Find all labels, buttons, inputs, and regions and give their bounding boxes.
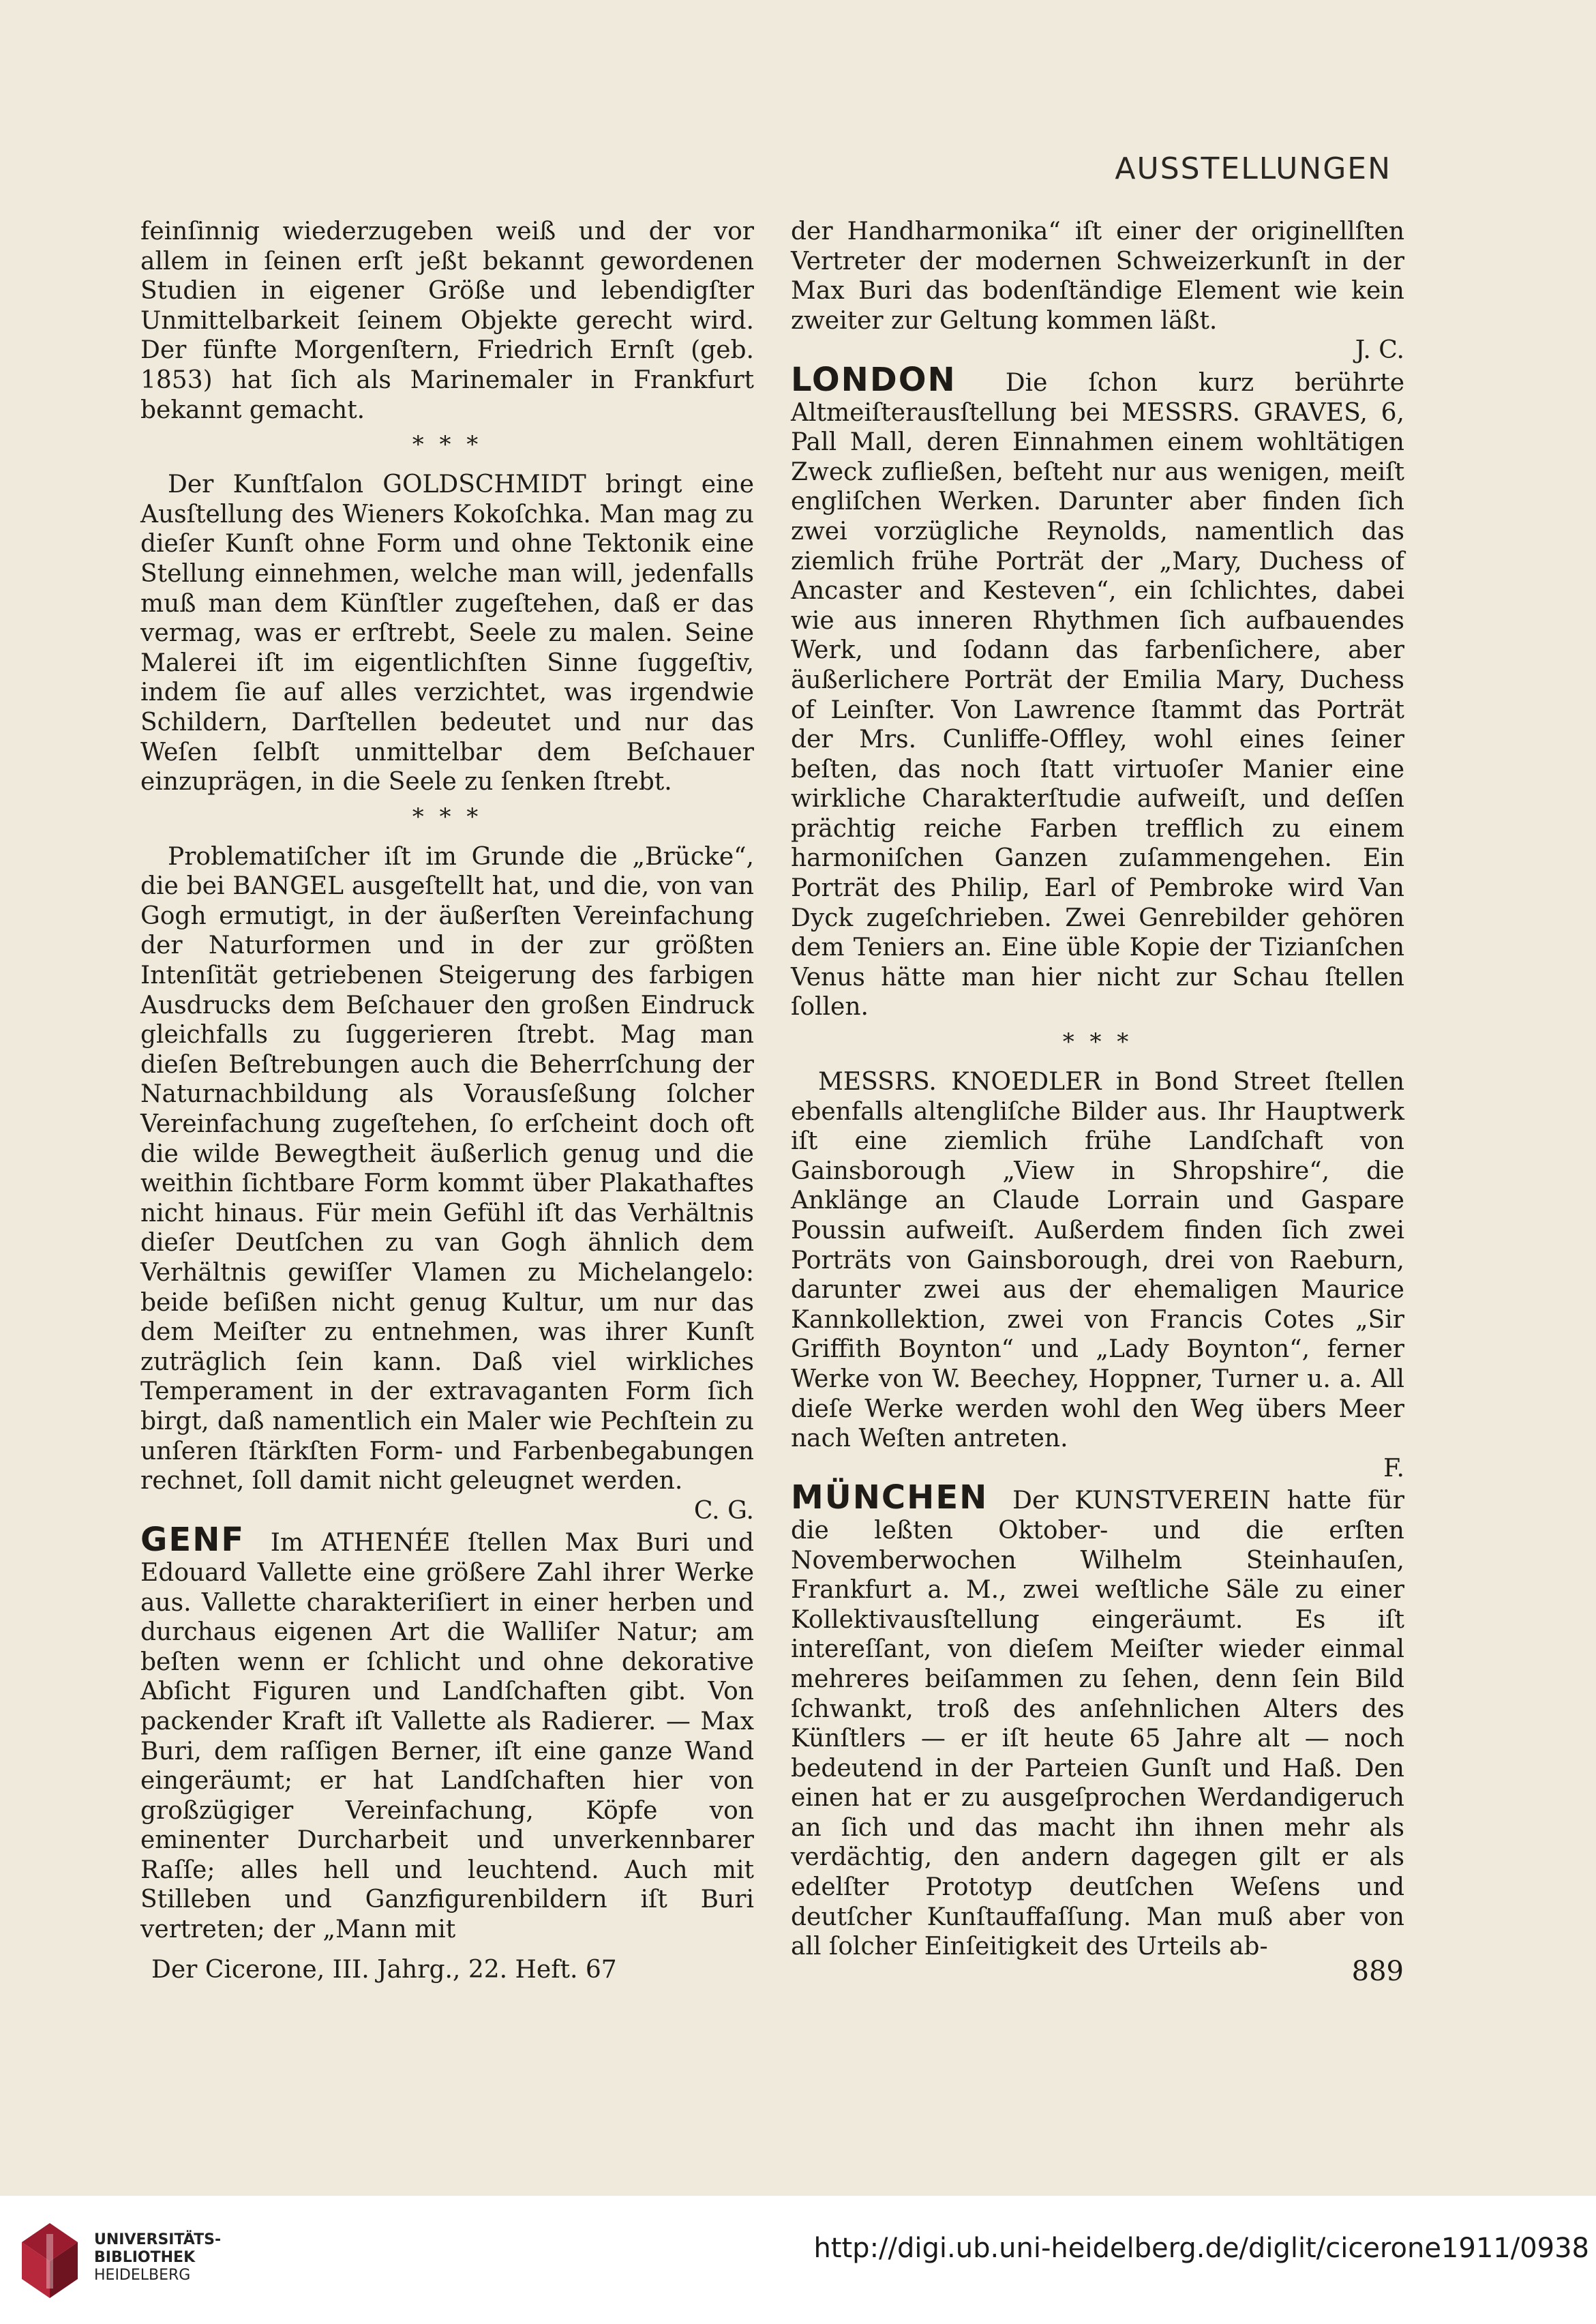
library-name-line: UNIVERSITÄTS- (94, 2231, 222, 2248)
paragraph-goldschmidt: Der Kunſtſalon GOLDSCHMIDT bringt eine Ausſtellung des Wieners Kokoſchka. Man mag zu dieſer Kunſt ohne Form und ohne Tektonik eine Stellung einnehmen, welche man will, jedenfalls muß man dem Künſtler zugeſtehen, daß er das vermag, was er erſtrebt, Seele zu malen. Seine Malerei iſt im eigentlichſten Sinne ſuggeſtiv, indem ſie auf alles verzichtet, was irgendwie Schildern, Darſtellen bedeutet und nur das Weſen ſelbſt unmittelbar dem Beſchauer einzuprägen, in die Seele zu ſenken ſtrebt. (140, 471, 754, 796)
section-london (791, 360, 1404, 1022)
library-name (94, 2231, 221, 2284)
section-text-london: Die ſchon kurz berührte Altmeiſterausſtellung bei MESSRS. GRAVES, 6, Pall Mall, deren Einnahmen einem wohltätigen Zweck zufließen, beſteht nur aus wenigen, meiſt engliſchen Werken. Darunter aber finden ſich zwei vorzügliche Reynolds, namentlich das ziemlich frühe Porträt der „Mary, Duchess of Ancaster and Kesteven“, ein ſchlichtes, dabei wie aus inneren Rhythmen ſich aufbauendes Werk, und ſodann das farbenſichere, aber äußerlichere Porträt der Emilia Mary, Duchess of Leinſter. Von Lawrence ſtammt das Porträt der Mrs. Cunliffe-Offley, wohl eines ſeiner beſten, das noch ſtatt virtuoſer Manier eine wirkliche Charakterſtudie aufweiſt, und deſſen prächtig reiche Farben trefflich zu einem harmoniſchen Ganzen zuſammengehen. Ein Porträt des Philip, Earl of Pembroke wird Van Dyck zugeſchrieben. Zwei Genrebilder gehören dem Teniers an. Eine üble Kopie der Tizianſchen Venus hätte man hier nicht zur Schau ſtellen ſollen. (791, 368, 1404, 1022)
library-name-line: BIBLIOTHEK (94, 2249, 196, 2266)
running-header: AUSSTELLUNGEN (1115, 151, 1391, 186)
author-signature: C. G. (693, 1496, 754, 1525)
library-footer-bar (0, 2196, 1596, 2324)
author-signature: F. (1383, 1454, 1404, 1483)
section-heading-genf: GENF (140, 1521, 245, 1560)
section-divider-stars: * * * (412, 431, 483, 459)
paragraph-knoedler: MESSRS. KNOEDLER in Bond Street ſtellen ebenfalls altengliſche Bilder aus. Ihr Hauptwerk iſt eine ziemlich frühe Landſchaft von Gainsborough „View in Shropshire“, die Anklänge an Claude Lorrain und Gaspare Poussin aufweiſt. Außerdem finden ſich zwei Porträts von Gainsborough, drei von Raeburn, darunter zwei aus der ehemaligen Maurice Kannkollektion, zwei von Francis Cotes „Sir Griffith Boynton“ und „Lady Boynton“, ferner Werke von W. Beechey, Hoppner, Turner u. a. All dieſe Werke werden wohl den Weg übers Meer nach Weſten antreten. (791, 1068, 1404, 1453)
section-heading-london: LONDON (791, 360, 957, 399)
paragraph: feinſinnig wiederzugeben weiß und der vor allem in ſeinen erſt jeßt bekannt gewordenen Studien in eigener Größe und lebendigſter Unmittelbarkeit ſeinem Objekte gerecht wird. Der fünfte Morgenſtern, Friedrich Ernſt (geb. 1853) hat ſich als Marinemaler in Frankfurt bekannt gemacht. (140, 218, 754, 424)
section-text-genf: Im ATHENÉE ſtellen Max Buri und Edouard Vallette eine größere Zahl ihrer Werke aus. Vallette charakteriſiert in einer herben und durchaus eigenen Art die Walliſer Natur; am beſten wenn er ſchlicht und ohne dekorative Abſicht Figuren und Landſchaften gibt. Von packender Kraft iſt Vallette als Radierer. — Max Buri, dem raſſigen Berner, iſt eine ganze Wand eingeräumt; er hat Landſchaften hier von großzügiger Vereinfachung, Köpfe von eminenter Durcharbeit und unverkennbarer Raſſe; alles hell und leuchtend. Auch mit Stilleben und Ganzfigurenbildern iſt Buri vertreten; der „Mann mit (140, 1529, 754, 1944)
library-name-line: HEIDELBERG (94, 2267, 191, 2284)
section-heading-muenchen: MÜNCHEN (791, 1478, 989, 1517)
section-divider-stars: * * * (1062, 1028, 1133, 1056)
author-signature: J. C. (1355, 336, 1404, 365)
left-column (140, 217, 754, 1945)
page-number: 889 (1351, 1956, 1404, 1987)
section-text-muenchen: Der KUNSTVEREIN hatte für die leßten Oktober- und die erſten Novemberwochen Wilhelm Steinhauſen, Frankfurt a. M., zwei weſtliche Säle zu einer Kollektivausſtellung eingeräumt. Es iſt intereſſant, von dieſem Meiſter wieder einmal mehreres beiſammen zu ſehen, denn ſein Bild ſchwankt, troß des anſehnlichen Alters des Künſtlers — er iſt heute 65 Jahre alt — noch bedeutend in der Parteien Gunſt und Haß. Den einen hat er zu ausgeſprochen Werdandigeruch an ſich und das macht ihn ihnen mehr als verdächtig, den andern dagegen gilt er als edelſter Prototyp deutſchen Weſens und deutſcher Kunſtauffaſſung. Man muß aber von all ſolcher Einſeitigkeit des Urteils ab- (791, 1487, 1404, 1961)
section-muenchen (791, 1478, 1404, 1962)
section-divider-stars: * * * (412, 803, 483, 831)
paragraph: der Handharmonika“ iſt einer der originellſten Vertreter der modernen Schweizerkunſt in der Max Buri das bodenſtändige Element wie kein zweiter zur Geltung kommen läßt. (791, 218, 1404, 335)
permalink-url[interactable]: http://digi.ub.uni-heidelberg.de/diglit/cicerone1911/0938 (813, 2233, 1589, 2264)
footer-journal-info: Der Cicerone, III. Jahrg., 22. Heft. 67 (151, 1956, 617, 1984)
library-logo-icon (19, 2220, 80, 2301)
section-genf (140, 1521, 754, 1944)
paragraph-bangel: Problematiſcher iſt im Grunde die „Brücke“, die bei BANGEL ausgeſtellt hat, und die, von van Gogh ermutigt, in der äußerſten Vereinfachung der Naturformen und in der zur größten Intenſität getriebenen Steigerung des farbigen Ausdrucks dem Beſchauer den großen Eindruck gleichfalls zu ſuggerieren ſtrebt. Mag man dieſen Beſtrebungen auch die Beherrſchung der Naturnachbildung als Vorausſeßung ſolcher Vereinfachung zugeſtehen, ſo erſcheint doch oft die wilde Bewegtheit äußerlich genug und die weithin ſichtbare Form kommt über Plakathaftes nicht hinaus. Für mein Gefühl iſt das Verhältnis dieſer Deutſchen zu van Gogh ähnlich dem Verhältnis gewiſſer Vlamen zu Michelangelo: beide beſißen nicht genug Kultur, um nur das dem Meiſter zu entnehmen, was ihrer Kunſt zuträglich ſein kann. Daß viel wirkliches Temperament in der extravaganten Form ſich birgt, daß namentlich ein Maler wie Pechſtein zu unſeren ſtärkſten Form- und Farbenbegabungen rechnet, ſoll damit nicht geleugnet werden. (140, 842, 754, 1495)
right-column (791, 217, 1404, 1962)
